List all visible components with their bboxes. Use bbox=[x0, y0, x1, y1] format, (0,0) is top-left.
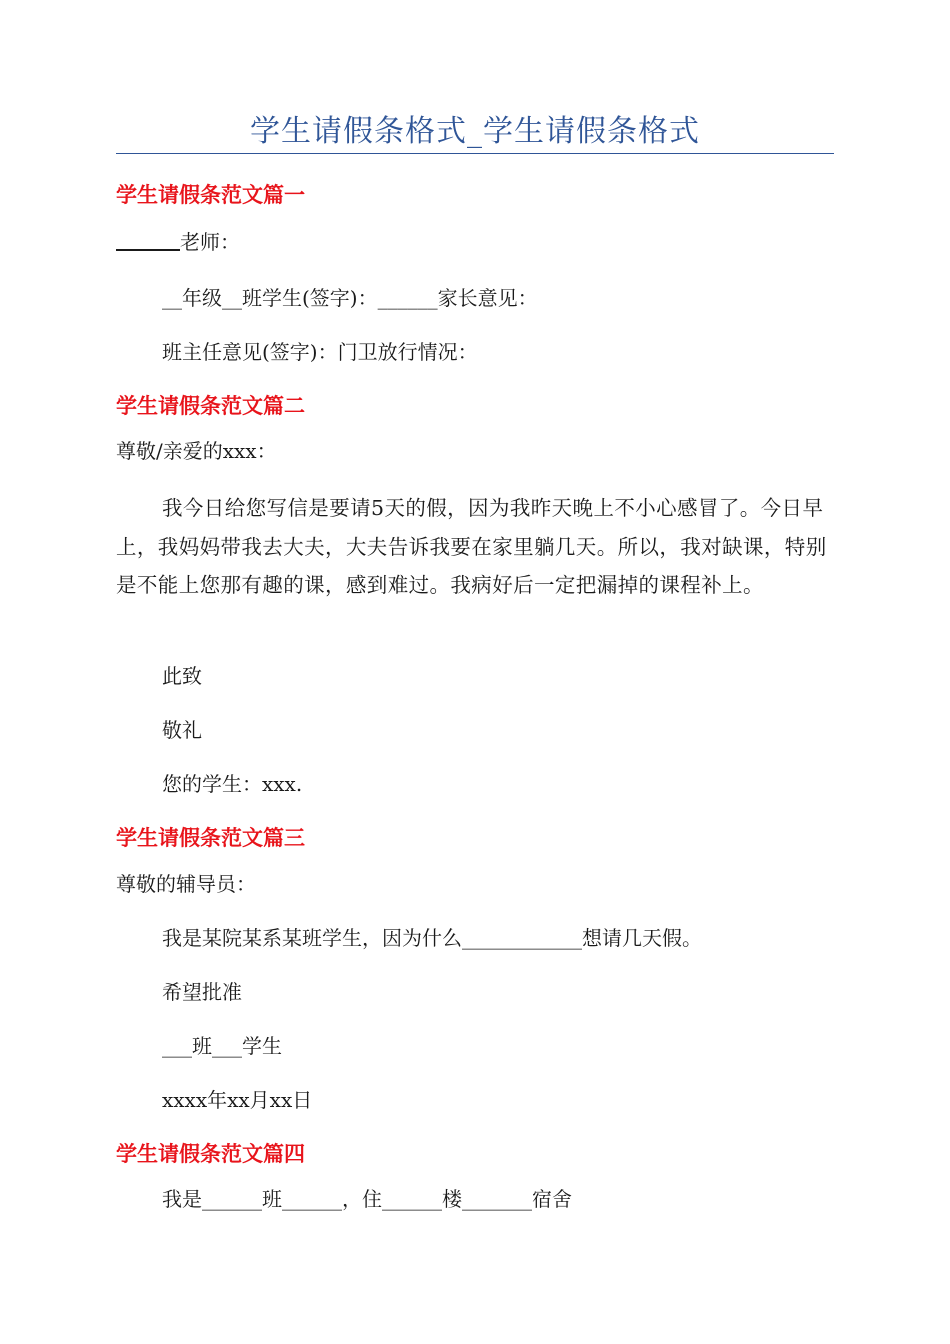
section-heading-3: 学生请假条范文篇三 bbox=[116, 826, 305, 850]
teacher-opinion-line: 班主任意见(签字)：门卫放行情况： bbox=[162, 340, 478, 364]
greeting-line: 尊敬的辅导员： bbox=[116, 872, 256, 896]
greeting-line: 尊敬/亲爱的xxx： bbox=[116, 439, 277, 463]
grade-class-line: __年级__班学生(签字)：______家长意见： bbox=[162, 286, 538, 310]
document-title: 学生请假条格式_学生请假条格式 bbox=[250, 114, 700, 149]
request-line: 我是某院某系某班学生，因为什么____________想请几天假。 bbox=[162, 926, 702, 950]
closing-line-2: 敬礼 bbox=[162, 718, 202, 742]
section-heading-1: 学生请假条范文篇一 bbox=[116, 183, 305, 207]
closing-line-1: 此致 bbox=[162, 664, 202, 688]
blank-underline bbox=[116, 229, 180, 251]
title-underline bbox=[116, 153, 834, 154]
letter-body-paragraph: 我今日给您写信是要请5天的假，因为我昨天晚上不小心感冒了。今日早上，我妈妈带我去大夫，大夫告诉我要在家里躺几天。所以，我对缺课，特别是不能上您那有趣的课，感到难过。我病好后一定把漏掉的课程补上。 bbox=[116, 496, 827, 597]
dorm-info-line: 我是______班______，住______楼_______宿舍 bbox=[162, 1187, 572, 1211]
section-heading-4: 学生请假条范文篇四 bbox=[116, 1142, 305, 1166]
date-line: xxxx年xx月xx日 bbox=[162, 1088, 313, 1112]
section-heading-2: 学生请假条范文篇二 bbox=[116, 394, 305, 418]
signature-line: 您的学生：xxx. bbox=[162, 772, 303, 796]
approval-line: 希望批准 bbox=[162, 980, 242, 1004]
class-student-line: ___班___学生 bbox=[162, 1034, 282, 1058]
salutation-text: 老师： bbox=[180, 230, 240, 254]
salutation-line bbox=[116, 228, 240, 256]
